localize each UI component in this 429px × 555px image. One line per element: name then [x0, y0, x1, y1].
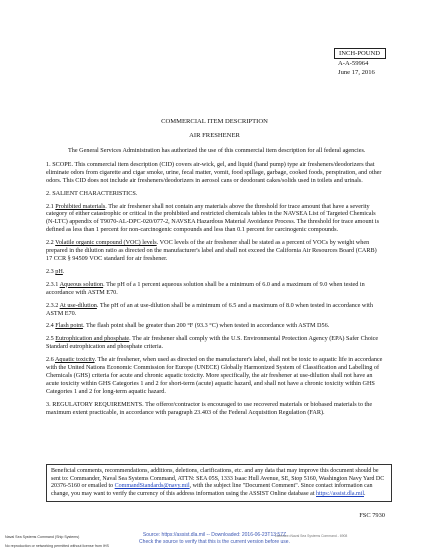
section-label: Aquatic toxicity — [54, 356, 95, 364]
footer-org: Naval Sea Systems Command (Ship Systems) — [5, 535, 80, 539]
section-2-4 — [46, 322, 384, 330]
section-label: Prohibited materials — [55, 202, 106, 210]
salient-heading: 2. SALIENT CHARACTERISTICS. — [46, 189, 138, 197]
section-2-1 — [46, 203, 384, 235]
document-number: A-A-59964 — [338, 60, 369, 67]
section-label: Eutrophication and phosphate — [55, 335, 130, 343]
document-title: COMMERCIAL ITEM DESCRIPTION — [161, 118, 268, 125]
footer-verify-line: Check the source to verify that this is the current version before use. — [139, 539, 290, 545]
note-text: . — [364, 490, 366, 497]
footer-source — [0, 532, 429, 546]
section-number: 2.3.2 — [46, 301, 59, 309]
section-label: At use-dilution — [59, 301, 97, 309]
section-label: Aqueous solution — [59, 280, 104, 288]
section-3 — [46, 401, 384, 417]
note-text: , with the subject line "Document Comment". Since contact information can change, you may want to verify the currency of this address information using the ASSIST Online database at — [51, 483, 373, 497]
document-subtitle: AIR FRESHENER — [189, 132, 240, 139]
note-text: Beneficial comments, recommendations, additions, deletions, clarifications, etc. and any data that may improve this document should be sent to: Commander, Naval Sea Systems Command, ATTN: SEA 05S, 1333 Isaac Hull Avenue, SE, Stop 5160, Washington Navy Yard DC 20376-5160 or emailed to — [51, 468, 385, 490]
section-label: Volatile organic compound (VOC) levels — [55, 239, 157, 247]
section-2-3-2 — [46, 302, 384, 318]
section-text: . The flash point shall be greater than 200 °F (93.3 °C) when tested in accordance with ASTM D56. — [82, 322, 330, 330]
section-text: . — [62, 267, 65, 275]
footer-licensee: Licensee=Naval Sea Systems Command - 6908 — [275, 534, 348, 538]
section-label: pH — [55, 267, 63, 275]
section-number: 2.4 — [46, 322, 54, 330]
inch-pound-label: INCH-POUND — [334, 48, 386, 59]
section-text: . The air freshener, when used as directed on the manufacturer's label, shall not be toxic to aquatic life in accordance with the United Nations Economic Commission for Europe (UNECE) Globally Harmonized System of Classification and Labelling of Chemicals (GHS) criteria for acute and chronic aquatic toxicity. More specifically, the air freshener at use-dilution shall not have an acute toxicity within GHS Categories 1 and 2 for short-term (acute) aquatic hazard, and shall not have a chronic toxicity within GHS Categories 1 and 2 for long-term aquatic hazard. — [46, 356, 383, 395]
scope-paragraph — [46, 161, 384, 185]
section-2-5 — [46, 335, 384, 351]
section-heading: 3. REGULATORY REQUIREMENTS. — [46, 400, 144, 408]
section-label: Flash point — [55, 322, 83, 330]
assist-link[interactable]: https://assist.dla.mil — [316, 490, 365, 497]
section-text: . The air freshener shall not contain any materials above the threshold for trace amount that have a severity category of either catastrophic or critical in the prohibited and restricted chemicals tables in the NAVSEA List of Targeted Chemicals (N-LTC) appendix of T9070-AL-DPC-020/077-2, NAVSEA Hazardous Material Avoidance Process. The threshold for trace amount is defined as less than 1 percent for non-carcinogenic compounds and less than 0.1 percent for carcinogenic compounds. — [46, 202, 380, 234]
section-text: . The air freshener shall comply with the U.S. Environmental Protection Agency (EPA) Safer Choice Standard eutrophication and phosphate criteria. — [46, 335, 379, 351]
fsc-code: FSC 7930 — [359, 512, 385, 519]
scope-heading: 1. SCOPE. — [46, 160, 73, 168]
section-number: 2.3 — [46, 267, 54, 275]
section-number: 2.2 — [46, 239, 54, 247]
scope-text: This commercial item description (CID) covers air-wick, gel, and liquid (hand pump) type air fresheners/deodorizers that eliminate odors from cigarette and cigar smoke, urine, fecal matter, vomit, food spillage, garbage, cooked foods, perspiration, and other odors. This CID does not include air fresheners/deodorizers in aerosol cans or deodorant cakes/solids used in toilets and urinals. — [46, 160, 382, 184]
section-2-6 — [46, 356, 384, 396]
section-text: . The pH of an at use-dilution shall be a minimum of 6.5 and a maximum of 8.0 when tested in accordance with ASTM E70. — [46, 301, 373, 317]
intro-paragraph: The General Services Administration has authorized the use of this commercial item description for all federal agencies. — [68, 147, 366, 154]
section-2-3 — [46, 268, 384, 276]
document-date: June 17, 2016 — [338, 69, 375, 76]
email-link[interactable]: CommandStandards@navy.mil — [114, 483, 190, 490]
section-text: . The pH of a 1 percent aqueous solution shall be a minimum of 6.0 and a maximum of 9.0 when tested in accordance with ASTM E70. — [46, 280, 365, 296]
section-number: 2.6 — [46, 356, 54, 364]
section-number: 2.5 — [46, 335, 54, 343]
section-2-2 — [46, 239, 384, 263]
comments-note-box — [46, 464, 392, 502]
document-body — [46, 147, 384, 416]
footer-source-line[interactable]: Source: https://assist.dla.mil -- Downloaded: 2016-06-23T13:57Z — [142, 532, 287, 538]
section-text: The offeror/contractor is encouraged to use recovered materials or biobased materials to the maximum extent practicable, in accordance with paragraph 23.403 of the Federal Acquisition Regulation (FAR). — [46, 400, 373, 416]
section-2-3-1 — [46, 281, 384, 297]
section-number: 2.3.1 — [46, 280, 59, 288]
document-identifier — [334, 48, 386, 77]
section-text: . VOC levels of the air freshener shall be stated as a percent of VOCs by weight when prepared in the dilution ratio as directed on the manufacturer's label and shall not exceed the California Air Resources Board (CARB) 17 CCR § 94509 VOC standard for air freshener. — [46, 239, 377, 262]
section-number: 2.1 — [46, 202, 54, 210]
footer-license: No reproduction or networking permitted without license from IHS — [5, 544, 109, 548]
